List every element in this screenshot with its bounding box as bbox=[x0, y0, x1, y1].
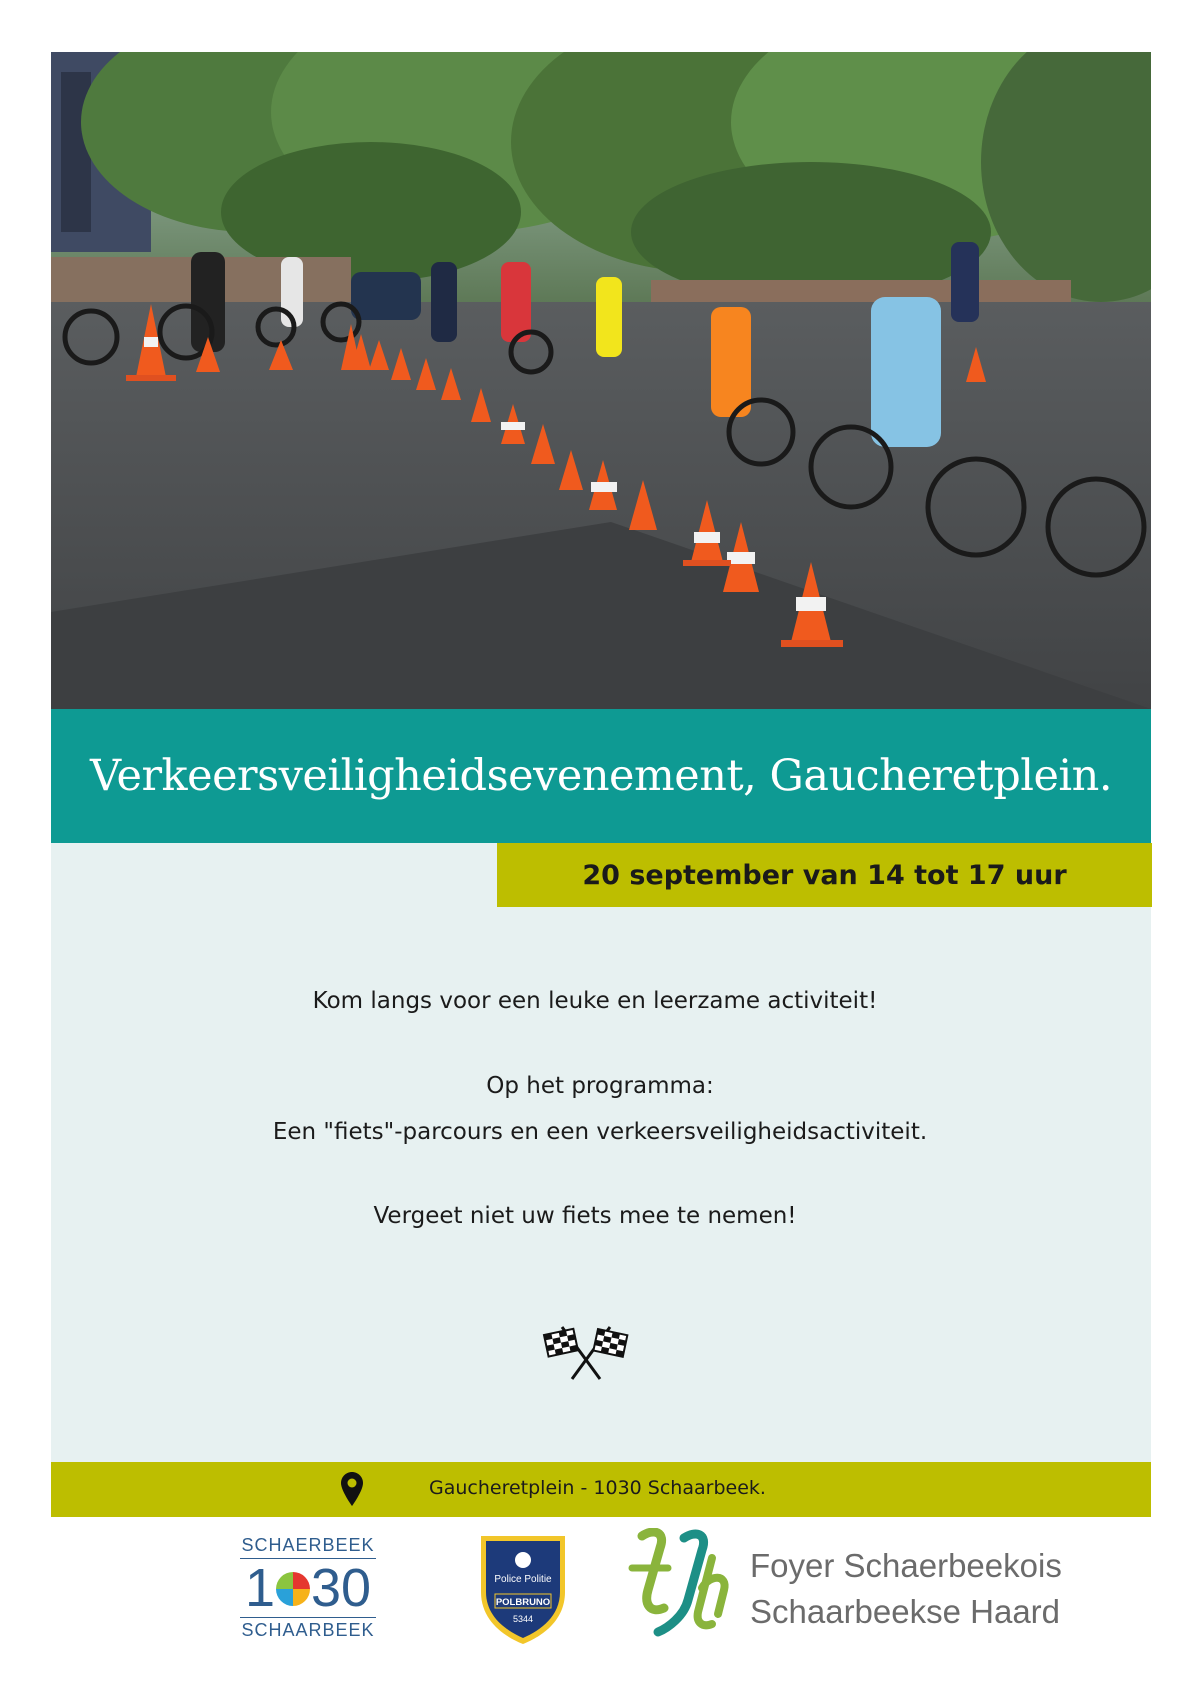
address-banner bbox=[51, 1462, 1151, 1517]
schaerbeek-1030-logo bbox=[240, 1535, 376, 1645]
invite-text: Kom langs voor een leuke en leerzame activiteit! bbox=[312, 988, 878, 1014]
foyer-logo-text bbox=[750, 1543, 1062, 1635]
police-logo-line3: 5344 bbox=[512, 1614, 534, 1624]
date-banner bbox=[497, 843, 1152, 907]
foyer-logo-mark bbox=[628, 1528, 732, 1644]
checkered-flags-icon bbox=[542, 1325, 630, 1385]
reminder-text: Vergeet niet uw fiets mee te nemen! bbox=[373, 1203, 797, 1229]
logo-schaarbeek-word: SCHAARBEEK bbox=[241, 1620, 375, 1640]
event-date: 20 september van 14 tot 17 uur bbox=[582, 859, 1067, 891]
photo-illustration bbox=[51, 52, 1151, 709]
program-label: Op het programma: bbox=[486, 1073, 714, 1099]
police-logo-line1: Police Politie bbox=[494, 1574, 552, 1585]
program-text: Een "fiets"-parcours en een verkeersveiligheidsactiviteit. bbox=[272, 1119, 928, 1145]
map-pin-icon bbox=[341, 1472, 363, 1510]
logo-schaerbeek-word: SCHAERBEEK bbox=[241, 1535, 375, 1555]
title-banner bbox=[51, 709, 1151, 843]
foyer-line-1: Foyer Schaerbeekois bbox=[750, 1547, 1062, 1584]
address-text: Gaucheretplein - 1030 Schaarbeek. bbox=[429, 1477, 766, 1499]
foyer-line-2: Schaarbeekse Haard bbox=[750, 1593, 1061, 1630]
police-logo-line2: POLBRUNO bbox=[495, 1597, 551, 1608]
event-title: Verkeersveiligheidsevenement, Gaucheretplein. bbox=[89, 751, 1113, 801]
police-logo bbox=[473, 1530, 573, 1650]
logo-1030-number: 1 30 bbox=[240, 1558, 376, 1618]
event-photo bbox=[51, 52, 1151, 709]
